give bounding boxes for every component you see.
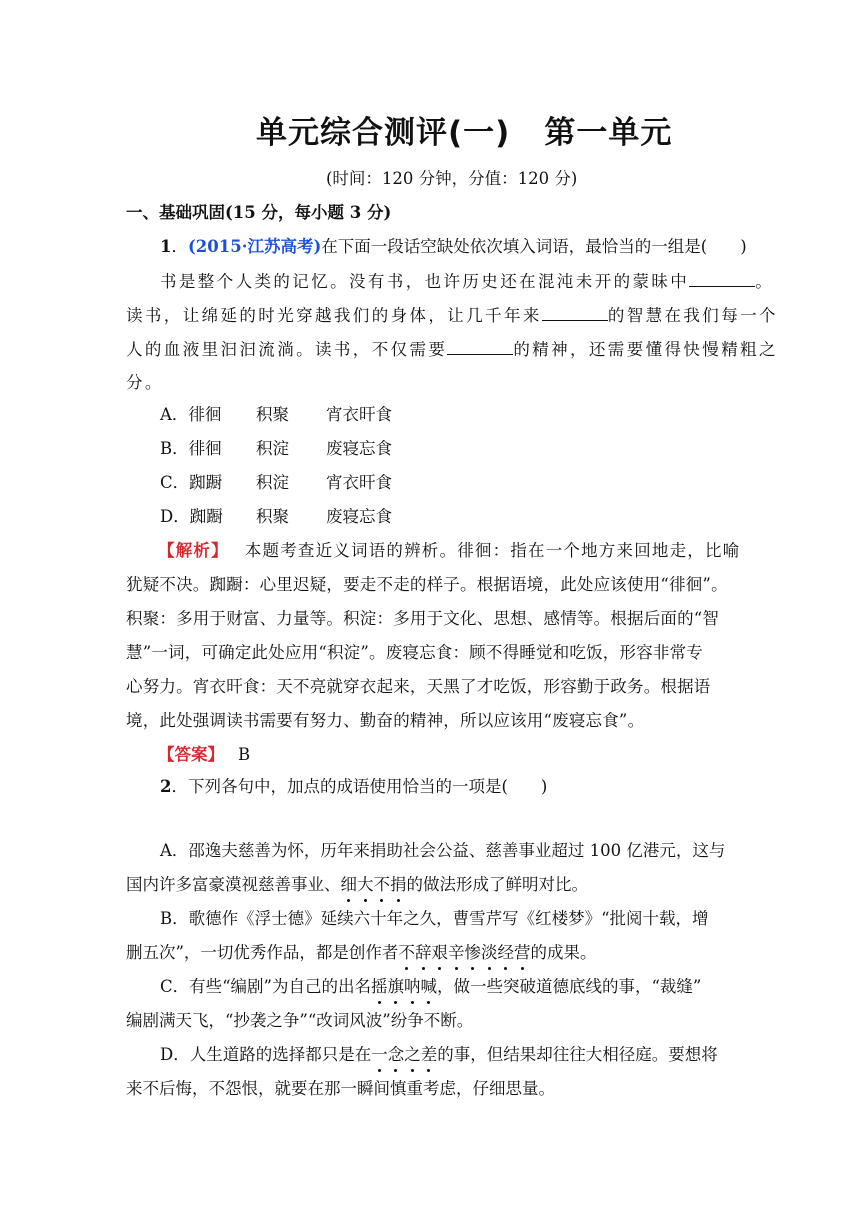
dotted-char: 淡 (480, 943, 498, 962)
q1-analysis-line-2: 犹疑不决。踟蹰：心里迟疑，要走不走的样子。根据语境，此处应该使用“徘徊”。 (126, 575, 728, 594)
q2-option-b-line-1: B．歌德作《浮士德》延续六十年之久，曹雪芹写《红楼梦》“批阅十载，增 (160, 909, 709, 928)
dotted-idiom (341, 875, 407, 894)
q2-stem: ．下列各句中，加点的成语使用恰当的一项是( ) (171, 777, 548, 796)
q1-passage-line-1: 书是整个人类的记忆。没有书，也许历史还在混沌未开的蒙昧中 。 (160, 272, 775, 291)
dotted-idiom (371, 1045, 437, 1064)
q1-option-b: B．徘徊 积淀 废寝忘食 (160, 439, 392, 458)
dotted-char: 差 (420, 1045, 438, 1064)
q2-option-d-line-2: 来不后悔，不怨恨，就要在那一瞬间慎重考虑，仔细思量。 (126, 1079, 555, 1098)
q1-option-c: C．踟蹰 积淀 宵衣旰食 (160, 473, 392, 492)
dotted-char: 艰 (431, 943, 448, 962)
dotted-char: 喊 (420, 977, 437, 996)
dotted-char: 辞 (414, 943, 432, 962)
q2-option-a-line-2: 国内许多富豪漠视慈善事业、细大不捐的做法形成了鲜明对比。 (126, 875, 588, 894)
q1-analysis-line-1: 【解析】 本题考查近义词语的辨析。徘徊：指在一个地方来回地走，比喻 (158, 541, 741, 560)
dotted-char: 不 (398, 943, 415, 962)
exam-info: (时间：120 分钟，分值：120 分) (326, 169, 578, 188)
q1-passage-line-3: 人的血液里汩汩流淌。读书，不仅需要 的精神，还需要懂得快慢精粗之 (126, 340, 778, 359)
dotted-char: 不 (373, 875, 390, 894)
dotted-char: 一 (371, 1045, 388, 1064)
q1-analysis-line-4: 慧”一词，可确定此处应用“积淀”。废寝忘食：顾不得睡觉和吃饭，形容非常专 (126, 643, 704, 662)
dotted-char: 大 (357, 875, 374, 894)
dotted-char: 旗 (387, 977, 404, 996)
q1-passage-line-2: 读书，让绵延的时光穿越我们的身体，让几千年来 的智慧在我们每一个 (126, 306, 778, 325)
q2-option-c-line-2: 编剧满天飞，“抄袭之争”“改词风波”纷争不断。 (126, 1011, 474, 1030)
q2-option-c-line-1: C．有些“编剧”为自己的出名摇旗呐喊，做一些突破道德底线的事，“裁缝” (160, 977, 702, 996)
q1-answer-line (158, 744, 250, 766)
q1-blank-3 (447, 338, 513, 355)
dotted-char: 之 (404, 1045, 421, 1064)
q2-stem-line (160, 776, 547, 798)
q1-source: (2015·江苏高考) (187, 237, 322, 256)
dotted-char: 细 (340, 875, 357, 894)
dotted-char: 念 (387, 1045, 405, 1064)
q1-option-a: A．徘徊 积聚 宵衣旰食 (160, 405, 392, 424)
q1-option-d: D．踟蹰 积聚 废寝忘食 (160, 507, 392, 526)
page-title (256, 107, 672, 152)
section-heading: 一、基础巩固(15 分，每小题 3 分) (126, 203, 392, 222)
dotted-char: 惨 (464, 943, 481, 962)
q2-number: 2 (160, 777, 172, 796)
q1-stem: 在下面一段话空缺处依次填入词语，最恰当的一组是( ) (321, 237, 747, 256)
q1-analysis-line-6: 境，此处强调读书需要有努力、勤奋的精神，所以应该用“废寝忘食”。 (126, 711, 645, 730)
q1-number: 1 (160, 237, 172, 256)
q1-analysis-line-5: 心努力。宵衣旰食：天不亮就穿衣起来，天黑了才吃饭，形容勤于政务。根据语 (126, 677, 711, 696)
title-sub: 第一单元 (544, 115, 673, 151)
q1-analysis-line-3: 积聚：多用于财富、力量等。积淀：多用于文化、思想、感情等。根据后面的“智 (126, 609, 720, 628)
q1-blank-2 (542, 304, 608, 321)
dotted-idiom (371, 977, 437, 996)
dotted-char: 捐 (390, 875, 407, 894)
answer-value: B (238, 745, 251, 764)
dotted-char: 呐 (404, 977, 421, 996)
q1-stem-line: 1．(2015·江苏高考)在下面一段话空缺处依次填入词语，最恰当的一组是( ) (160, 237, 747, 256)
dotted-idiom (398, 943, 530, 962)
title-main: 单元综合测评(一) (256, 115, 511, 151)
dotted-char: 摇 (371, 977, 388, 996)
answer-label: 【答案】 (158, 745, 224, 764)
dotted-char: 经 (497, 943, 514, 962)
q2-option-a-line-1: A．邵逸夫慈善为怀，历年来捐助社会公益、慈善事业超过 100 亿港元，这与 (160, 841, 726, 860)
q1-passage-line-4: 分。 (126, 373, 164, 392)
q2-option-d-line-1: D．人生道路的选择都只是在一念之差的事，但结果却往往大相径庭。要想将 (160, 1045, 718, 1064)
dotted-char: 营 (513, 943, 531, 962)
dotted-char: 辛 (447, 943, 465, 962)
q1-blank-1 (689, 270, 755, 287)
q2-option-b-line-2: 删五次”，一切优秀作品，都是创作者不辞艰辛惨淡经营的成果。 (126, 943, 597, 962)
analysis-label: 【解析】 (158, 541, 229, 560)
